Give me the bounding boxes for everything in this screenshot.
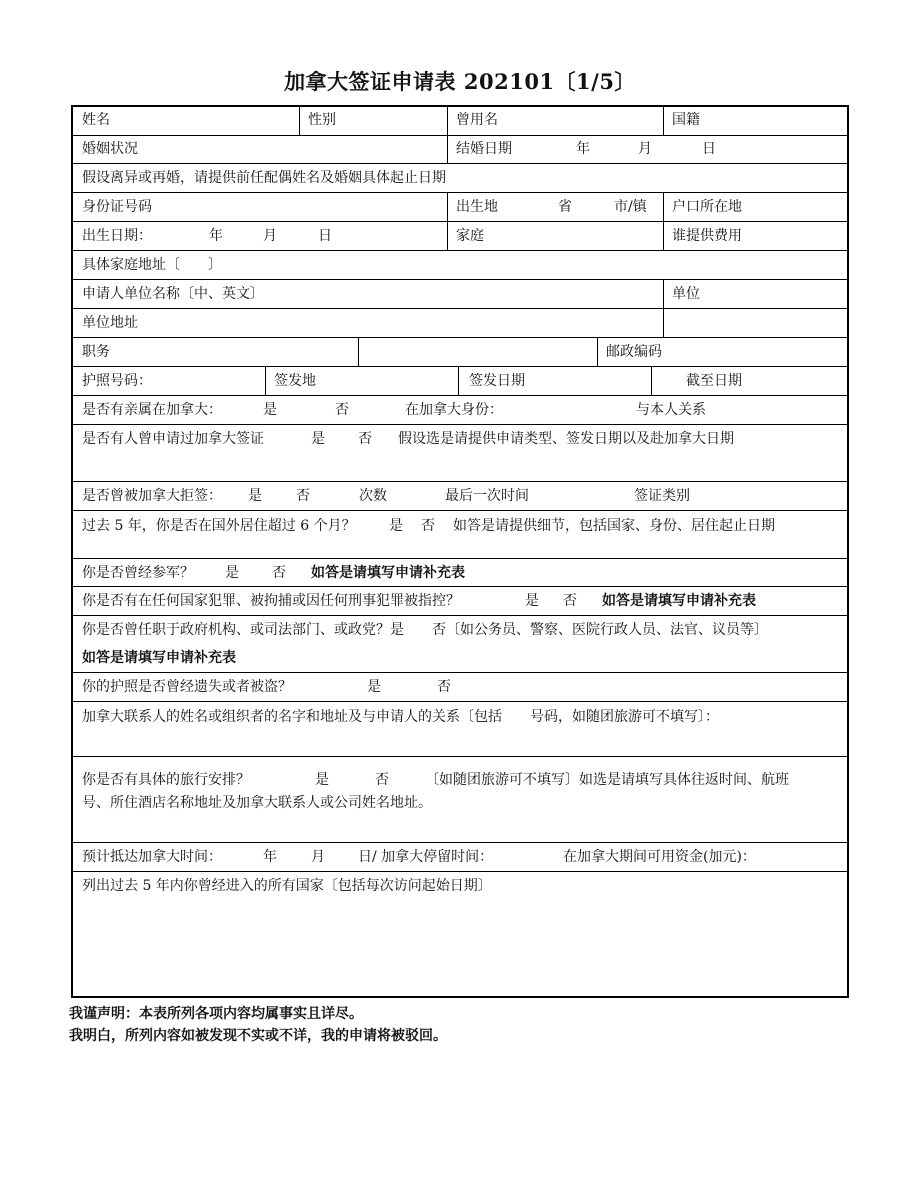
issue-date-field[interactable] [459, 367, 652, 395]
family-field[interactable] [448, 222, 664, 250]
travel-detail-line2: 号、所住酒店名称地址及加拿大联系人或公司姓名地址。 [82, 795, 432, 811]
expiry-date-label: 截至日期 [686, 373, 742, 389]
id-number-label: 身份证号码 [82, 199, 152, 215]
row-marital [73, 136, 847, 164]
abroad-yes-option[interactable]: 是 [389, 518, 403, 534]
employer-name-field[interactable] [73, 280, 664, 308]
relatives-no-option[interactable]: 否 [335, 402, 349, 418]
declaration-line-1: 我谨声明：本表所列各项内容均属事实且详尽。 [69, 1006, 363, 1022]
postal-code-label: 邮政编码 [606, 344, 662, 360]
visa-application-form [71, 105, 849, 998]
unit-address-label: 单位地址 [82, 315, 138, 331]
military-supplement-note: 如答是请填写申请补充表 [311, 565, 465, 581]
id-number-field[interactable] [73, 193, 448, 221]
arrival-month-label: 月 [311, 849, 325, 865]
row-travel-arrangement[interactable] [73, 757, 847, 843]
criminal-yes-option[interactable]: 是 [525, 593, 539, 609]
row-passport [73, 367, 847, 396]
refusal-yes-option[interactable]: 是 [248, 488, 262, 504]
postal-code-field[interactable] [598, 338, 847, 366]
row-government[interactable] [73, 616, 847, 673]
travel-yes-option[interactable]: 是 [315, 772, 329, 788]
military-no-option[interactable]: 否 [272, 565, 286, 581]
row-refusal[interactable] [73, 482, 847, 511]
unit-address-field[interactable] [73, 309, 664, 337]
city-label: 市/镇 [614, 199, 647, 215]
dob-field[interactable] [73, 222, 448, 250]
nationality-field[interactable] [664, 107, 847, 135]
wedding-date-label: 结婚日期 [456, 141, 512, 157]
hukou-label: 户口所在地 [672, 199, 742, 215]
declaration [69, 1003, 447, 1047]
government-supplement-note: 如答是请填写申请补充表 [82, 650, 236, 666]
wedding-date-field[interactable] [448, 136, 847, 163]
passport-lost-label: 你的护照是否曾经遗失或者被盗？ [82, 679, 292, 695]
gender-label: 性别 [308, 112, 336, 128]
last-refusal-time-label: 最后一次时间 [445, 488, 529, 504]
row-passport-lost[interactable] [73, 673, 847, 702]
position-value-field[interactable] [359, 338, 598, 366]
issue-place-field[interactable] [266, 367, 459, 395]
row-relatives[interactable] [73, 396, 847, 425]
former-name-label: 曾用名 [456, 112, 498, 128]
gender-field[interactable] [300, 107, 448, 135]
row-employer [73, 280, 847, 309]
marital-status-label: 婚姻状况 [82, 141, 138, 157]
row-basic-info [73, 107, 847, 136]
available-funds-label: 在加拿大期间可用资金(加元)： [563, 849, 756, 865]
countries-visited-label: 列出过去 5 年内你曾经进入的所有国家〔包括每次访问起始日期〕 [82, 878, 492, 894]
province-label: 省 [558, 199, 572, 215]
position-label: 职务 [82, 344, 110, 360]
travel-no-option[interactable]: 否 [375, 772, 389, 788]
passport-number-field[interactable] [73, 367, 266, 395]
dob-year-label: 年 [209, 228, 223, 244]
year-label: 年 [576, 141, 590, 157]
birthplace-field[interactable] [448, 193, 664, 221]
refusal-no-option[interactable]: 否 [296, 488, 310, 504]
previous-application-no-option[interactable]: 否 [358, 431, 372, 447]
government-label: 你是否曾任职于政府机构、或司法部门、或政党？是 否〔如公务员、警察、医院行政人员、法官、议员等〕 [82, 622, 768, 638]
previous-application-yes-option[interactable]: 是 [311, 431, 325, 447]
unit-blank-field[interactable] [664, 309, 847, 337]
arrival-year-label: 年 [263, 849, 277, 865]
family-label: 家庭 [456, 228, 484, 244]
hukou-field[interactable] [664, 193, 847, 221]
row-countries-visited[interactable] [73, 872, 847, 996]
employer-name-label: 申请人单位名称〔中、英文〕 [82, 286, 264, 302]
passport-number-label: 护照号码： [82, 373, 152, 389]
travel-arrangement-label: 你是否有具体的旅行安排？ [82, 772, 250, 788]
dob-day-label: 日 [318, 228, 332, 244]
refusal-times-label: 次数 [359, 488, 387, 504]
name-label: 姓名 [82, 112, 110, 128]
unit-field[interactable] [664, 280, 847, 308]
canada-contact-label: 加拿大联系人的姓名或组织者的名字和地址及与申请人的关系〔包括 号码，如随团旅游可不填写〕： [82, 709, 719, 725]
position-field[interactable] [73, 338, 359, 366]
dob-label: 出生日期： [82, 228, 152, 244]
day-label: 日 [702, 141, 716, 157]
home-address-label: 具体家庭地址〔 〕 [82, 257, 222, 273]
row-divorce[interactable] [73, 164, 847, 193]
arrival-time-label: 预计抵达加拿大时间： [82, 849, 222, 865]
criminal-no-option[interactable]: 否 [563, 593, 577, 609]
dob-month-label: 月 [263, 228, 277, 244]
stay-duration-label: 日/ 加拿大停留时间： [358, 849, 494, 865]
declaration-line-2: 我明白，所列内容如被发现不实或不详，我的申请将被驳回。 [69, 1028, 447, 1044]
month-label: 月 [638, 141, 652, 157]
previous-application-detail-label: 假设选是请提供申请类型、签发日期以及赴加拿大日期 [398, 431, 734, 447]
row-dob [73, 222, 847, 251]
row-criminal[interactable] [73, 587, 847, 616]
criminal-supplement-note: 如答是请填写申请补充表 [602, 593, 756, 609]
abroad-detail-label: 如答是请提供细节，包括国家、身份、居住起止日期 [453, 518, 775, 534]
row-position [73, 338, 847, 367]
criminal-label: 你是否有在任何国家犯罪、被拘捕或因任何刑事犯罪被指控？ [82, 593, 460, 609]
passport-lost-no-option[interactable]: 否 [437, 679, 451, 695]
row-unit-address [73, 309, 847, 338]
travel-detail-line1: 〔如随团旅游可不填写〕如选是请填写具体往返时间、航班 [425, 772, 789, 788]
former-name-field[interactable] [448, 107, 664, 135]
unit-label: 单位 [672, 286, 700, 302]
birthplace-label: 出生地 [456, 199, 498, 215]
row-arrival[interactable] [73, 843, 847, 872]
abroad-residence-label: 过去 5 年，你是否在国外居住超过 6 个月？ [82, 518, 356, 534]
row-previous-application[interactable] [73, 425, 847, 482]
expiry-date-field[interactable] [652, 367, 847, 395]
relatives-label: 是否有亲属在加拿大： [82, 402, 222, 418]
row-abroad-residence[interactable] [73, 511, 847, 559]
abroad-no-option[interactable]: 否 [421, 518, 435, 534]
visa-type-label: 签证类别 [634, 488, 690, 504]
row-military[interactable] [73, 559, 847, 587]
form-title: 加拿大签证申请表 202101〔1/5〕 [284, 69, 636, 94]
funding-label: 谁提供费用 [672, 228, 742, 244]
previous-application-label: 是否有人曾申请过加拿大签证 [82, 431, 264, 447]
canada-status-label: 在加拿大身份： [405, 402, 503, 418]
passport-lost-yes-option[interactable]: 是 [367, 679, 381, 695]
name-field[interactable] [73, 107, 300, 135]
row-id [73, 193, 847, 222]
row-canada-contact[interactable] [73, 702, 847, 757]
relationship-label: 与本人关系 [636, 402, 706, 418]
military-yes-option[interactable]: 是 [225, 565, 239, 581]
funding-field[interactable] [664, 222, 847, 250]
marital-status-field[interactable] [73, 136, 448, 163]
military-label: 你是否曾经参军？ [82, 565, 194, 581]
row-home-address[interactable] [73, 251, 847, 280]
refusal-label: 是否曾被加拿大拒签： [82, 488, 222, 504]
issue-place-label: 签发地 [274, 373, 316, 389]
issue-date-label: 签发日期 [469, 373, 525, 389]
relatives-yes-option[interactable]: 是 [263, 402, 277, 418]
divorce-label: 假设离异或再婚，请提供前任配偶姓名及婚姻具体起止日期 [82, 170, 446, 186]
nationality-label: 国籍 [672, 112, 700, 128]
